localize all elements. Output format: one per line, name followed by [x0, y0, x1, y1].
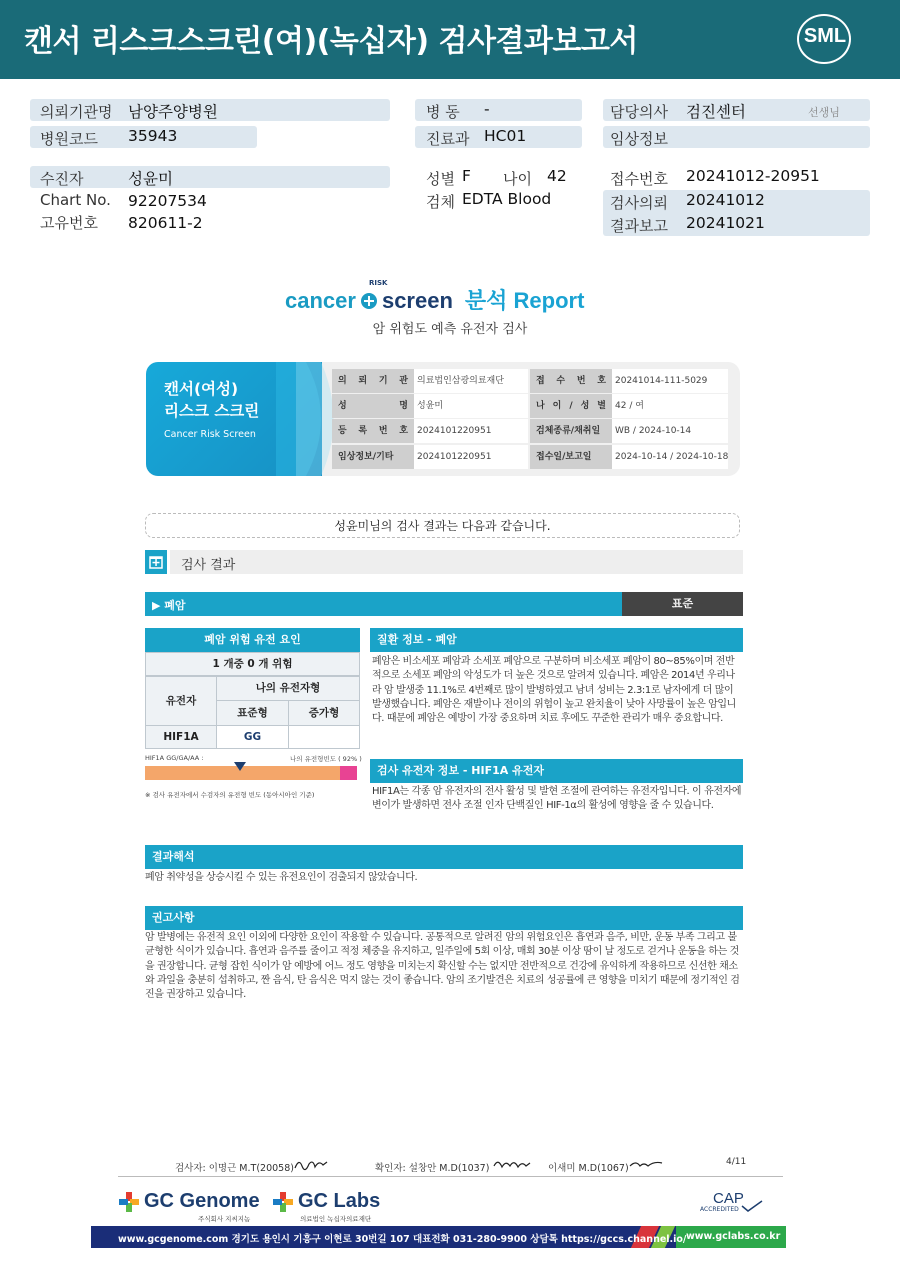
brand-subtitle: 암 위험도 예측 유전자 검사 [372, 322, 528, 337]
tester-signature-mark [293, 1156, 329, 1172]
card-value: 42 / 여 [612, 394, 728, 418]
gc-labs-logo: GC Labs [298, 1190, 381, 1212]
gc-labs-subtitle: 의료법인 녹십자의료재단 [300, 1215, 372, 1223]
footer-contact: www.gcgenome.com 경기도 용인시 기흥구 이현로 30번길 107 대표전화 031-280-9900 상담톡 https://gccs.channel.io/ [118, 1234, 687, 1245]
card-subtitle: Cancer Risk Screen [164, 429, 256, 440]
gc-genome-subtitle: 주식회사 지씨지놈 [198, 1215, 251, 1223]
uid-value: 820611-2 [128, 214, 203, 232]
freq-label-right: 나의 유전형빈도 ( 92% ) [290, 755, 362, 763]
card-value: 2024101220951 [414, 445, 528, 469]
dept-value: HC01 [484, 127, 527, 145]
card-value: WB / 2024-10-14 [612, 419, 728, 443]
receipt-value: 20241012-20951 [686, 167, 820, 185]
recommendation-text: 암 발병에는 유전적 요인 이외에 다양한 요인이 작용할 수 있습니다. 공통적으로 알려진 암의 위험요인은 흡연과 음주, 비만, 운동 부족 그리고 불균형한 식이가 있습니다. 흡연과 음주를 줄이고 적정 체중을 유지하고, 일주일에 5회 이상, 매회 30분 이상 땀이 날 정도로 걷거나 운동을 하는 것을 권장합니다. 균형 잡힌 식이가 암 예방에 어느 정도 영향을 미치는지 확신할 수는 없지만 전반적으로 건강에 유익하게 작용하므로 신선한 채소와 과일을 충분히 섭취하고, 짠 음식, 탄 음식은 먹지 않는 것이 좋습니다. 암의 조기발견은 치료의 성공률에 큰 영향을 미치기 때문에 정기적인 검진을 권장하고 있습니다. [145, 932, 740, 1001]
doctor-suffix: 선생님 [808, 106, 840, 119]
card-label: 등 록 번 호 [332, 419, 414, 443]
hospital-code-value: 35943 [128, 127, 178, 145]
cap-accredited: ACCREDITED [700, 1206, 739, 1213]
chart-label: Chart No. [40, 191, 111, 209]
doctor-label: 담당의사 [610, 103, 668, 121]
hospital-label: 의뢰기관명 [40, 103, 113, 121]
hospital-value: 남양주양병원 [128, 103, 218, 121]
plus-box-icon [145, 550, 167, 574]
tester-signature: 검사자: 이명근 M.T(20058) [175, 1163, 294, 1174]
card-value: 의료법인삼광의료재단 [414, 369, 528, 393]
card-label: 의 뢰 기 관 [332, 369, 414, 393]
name-label: 수진자 [40, 170, 84, 188]
disease-info-text: 폐암은 비소세포 폐암과 소세포 폐암으로 구분하며 비소세포 폐암이 80~85%이며 전반적으로 소세포 폐암의 악성도가 더 높은 것으로 알려져 있습니다. 폐암은 2014년 우리나라 암 발생중 11.1%로 4번째로 많이 발병하였고 남녀 성비는 2.3:1로 남자에게 더 많이 발생했습니다. 폐암은 재발이나 전이의 위험이 높고 완치율이 낮아 사망률이 높은 암입니다. 때문에 폐암은 예방이 가장 중요하며 치료 후에도 꾸준한 관리가 매우 중요합니다. [372, 656, 736, 725]
page-number: 4/11 [726, 1157, 747, 1167]
clinical-label: 임상정보 [610, 130, 668, 148]
gc-labs-cross-icon [273, 1192, 293, 1212]
gene-name-cell: HIF1A [145, 725, 217, 749]
cap-check-icon [740, 1200, 764, 1212]
footer-website: www.gclabs.co.kr [686, 1231, 781, 1242]
gene-info-header: 검사 유전자 정보 - HIF1A 유전자 [370, 759, 743, 783]
report-value: 20241021 [686, 214, 765, 232]
card-label: 검체종류/채취일 [530, 419, 612, 443]
freq-marker-icon [234, 762, 246, 771]
cancer-screen-plus-icon [360, 292, 378, 310]
report-title: 캔서 리스크스크린(여)(녹십자) 검사결과보고서 [24, 24, 638, 59]
card-label: 접 수 번 호 [530, 369, 612, 393]
lung-cancer-bar [145, 592, 622, 616]
interpretation-text: 폐암 취약성을 상승시킬 수 있는 유전요인이 검출되지 않았습니다. [145, 872, 418, 883]
card-decoration-icon [276, 362, 336, 476]
specimen-label: 검체 [426, 193, 455, 211]
freq-label-left: HIF1A GG/GA/AA : [145, 754, 204, 762]
gene-col-header: 유전자 [145, 676, 217, 726]
ward-label: 병 동 [426, 103, 460, 121]
uid-label: 고유번호 [40, 214, 98, 232]
card-value: 성윤미 [414, 394, 528, 418]
increased-value-cell [288, 725, 360, 749]
interpretation-header: 결과해석 [145, 845, 743, 869]
specimen-value: EDTA Blood [462, 190, 552, 208]
standard-col-header: 표준형 [216, 700, 289, 726]
standard-value-cell: GG [216, 725, 289, 749]
recommendation-header: 권고사항 [145, 906, 743, 930]
name-row [30, 166, 390, 188]
disease-info-header: 질환 정보 - 폐암 [370, 628, 743, 652]
doctor-value: 검진센터 [686, 103, 746, 121]
lung-status-badge: 표준 [622, 592, 743, 616]
sex-value: F [462, 167, 471, 185]
cap-logo: CAP [713, 1190, 744, 1207]
increased-col-header: 증가형 [288, 700, 360, 726]
card-label: 성 명 [332, 394, 414, 418]
risk-tag: RISK [369, 279, 388, 287]
card-label: 접수일/보고일 [530, 445, 612, 469]
report-label: 결과보고 [610, 217, 668, 235]
confirmer-signature: 확인자: 설창안 M.D(1037) [375, 1163, 490, 1174]
dept-label: 진료과 [426, 130, 470, 148]
freq-bar-remainder [340, 766, 357, 780]
age-value: 42 [547, 167, 567, 185]
freq-note: ※ 검사 유전자에서 수검자의 유전형 빈도 (동아시아인 기준) [145, 791, 315, 799]
confirmer2-signature: 이새미 M.D(1067) [548, 1163, 629, 1174]
request-label: 검사의뢰 [610, 194, 668, 212]
card-label: 나 이 / 성 별 [530, 394, 612, 418]
sml-logo-text: SML [803, 25, 847, 47]
my-genotype-header: 나의 유전자형 [216, 676, 360, 701]
gc-genome-cross-icon [119, 1192, 139, 1212]
confirmer-signature-mark [492, 1156, 532, 1172]
gene-info-text: HIF1A는 각종 암 유전자의 전사 활성 및 발현 조절에 관여하는 유전자입니다. 이 유전자에 변이가 발생하면 전사 조절 인자 단백질인 HIF-1α의 활성에 영향을 줄 수 있습니다. [372, 786, 742, 812]
hospital-code-label: 병원코드 [40, 130, 98, 148]
lung-cancer-label: ▶ 폐암 [152, 599, 186, 612]
cancer-screen-logo: cancer screen 분석 Report [285, 288, 585, 313]
request-value: 20241012 [686, 191, 765, 209]
card-value: 2024-10-14 / 2024-10-18 [612, 445, 728, 469]
result-summary: 성윤미님의 검사 결과는 다음과 같습니다. [145, 513, 740, 538]
gc-genome-logo: GC Genome [144, 1190, 260, 1212]
name-value: 성윤미 [128, 170, 173, 188]
test-info-card [146, 362, 740, 476]
card-value: 2024101220951 [414, 419, 528, 443]
confirmer2-signature-mark [628, 1158, 664, 1170]
result-section-bar [170, 550, 743, 574]
card-value: 20241014-111-5029 [612, 369, 728, 393]
chart-value: 92207534 [128, 192, 207, 210]
result-section-icon [145, 550, 167, 574]
ward-value: - [484, 100, 490, 118]
gene-table-count: 1 개중 0 개 위험 [145, 652, 360, 676]
age-label: 나이 [503, 170, 532, 188]
receipt-label: 접수번호 [610, 170, 668, 188]
signature-divider [118, 1176, 783, 1177]
sex-label: 성별 [426, 170, 455, 188]
gene-table-title: 폐암 위험 유전 요인 [145, 628, 360, 652]
card-label: 임상정보/기타 [332, 445, 414, 469]
result-section-title: 검사 결과 [181, 558, 236, 573]
card-title: 캔서(여성) 리스크 스크린 [164, 380, 260, 420]
